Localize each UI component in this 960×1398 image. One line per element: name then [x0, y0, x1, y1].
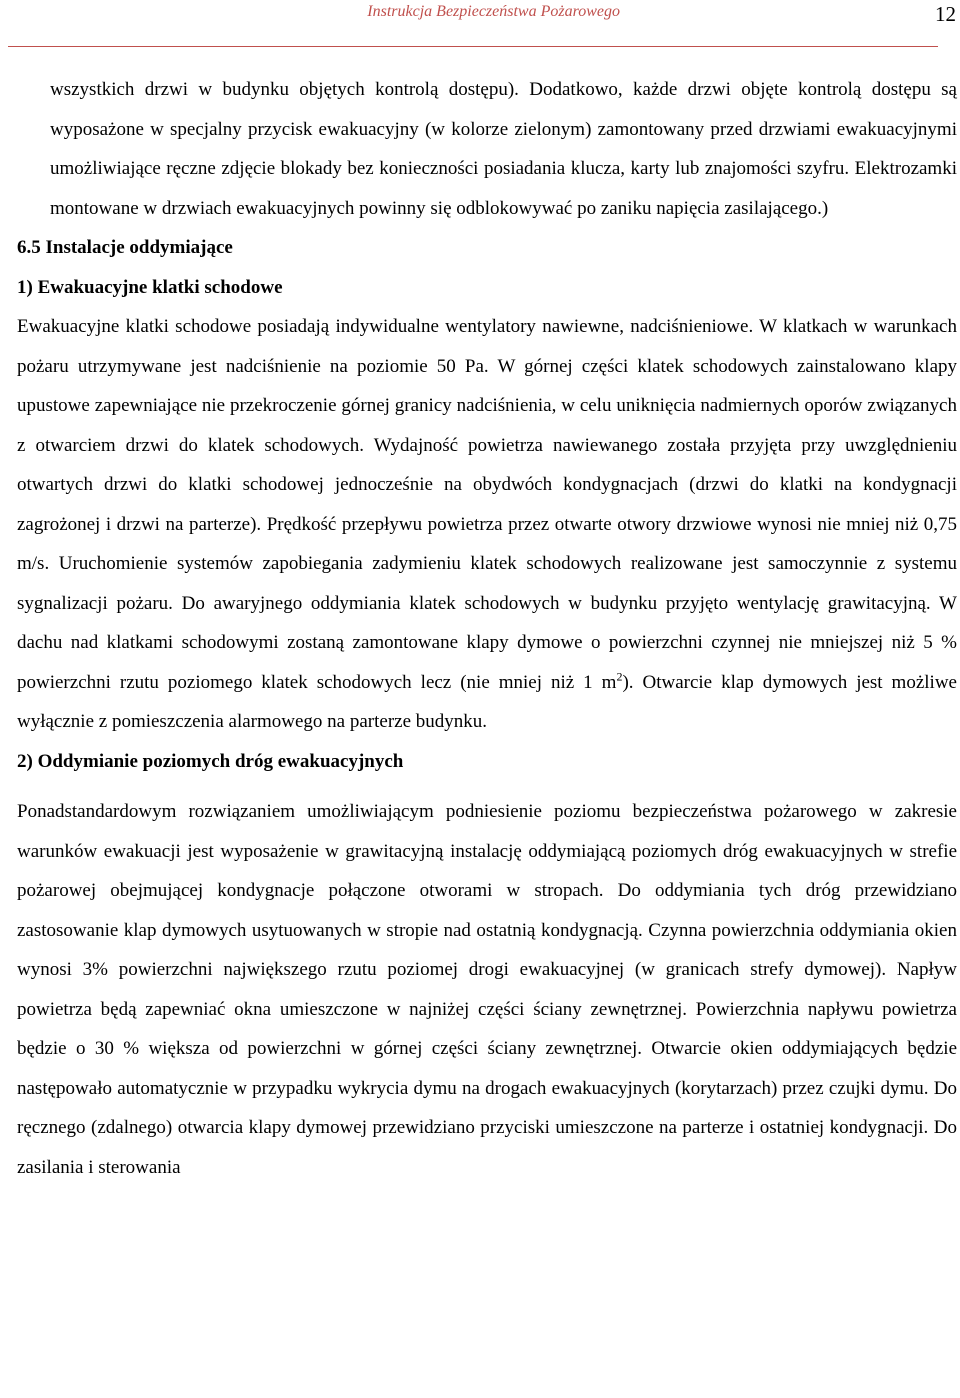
running-header [0, 0, 960, 46]
header-rule [8, 46, 938, 47]
stairwells-text-end: ). Otwarcie klap dymowych jest możliwe wyłącznie z pomieszczenia alarmowego na parterze budynku. [17, 671, 957, 732]
page-number: 12 [935, 2, 956, 26]
corridors-paragraph: Ponadstandardowym rozwiązaniem umożliwiającym podniesienie poziomu bezpieczeństwa pożarowego w zakresie warunków ewakuacji jest wyposażenie w grawitacyjną instalację oddymiającą poziomych dróg ewakuacyjnych w strefie pożarowej obejmującej kondygnacje połączone otworami w stropach. Do oddymiania tych dróg przewidziano zastosowanie klap dymowych usytuowanych w stropie nad ostatnią kondygnacją. Czynna powierzchnia oddymiania okien wynosi 3% powierzchni największego rzutu poziomej drogi ewakuacyjnej (w granicach strefy dymowej). Napływ powietrza będą zapewniać okna umieszczone w najniżej części ściany zewnętrznej. Powierzchnia napływu powietrza będzie o 30 % większa od powierzchni w górnej części ściany zewnętrznej. Otwarcie okien oddymiających będzie następowało automatycznie w przypadku wykrycia dymu na drogach ewakuacyjnych (korytarzach) przez czujki dymu. Do ręcznego (zdalnego) otwarcia klapy dymowej przewidziano przyciski umieszczone na parterze i ostatniej kondygnacji. Do zasilania i sterowania [17, 801, 957, 1178]
subsection-heading-corridors: 2) Oddymianie poziomych dróg ewakuacyjnych [17, 750, 404, 772]
running-title: Instrukcja Bezpieczeństwa Pożarowego [367, 3, 620, 20]
stairwells-paragraph [17, 307, 957, 742]
document-body [17, 70, 957, 1187]
superscript-2: 2 [616, 669, 623, 684]
section-heading: 6.5 Instalacje oddymiające [17, 237, 233, 258]
stairwells-text: Ewakuacyjne klatki schodowe posiadają indywidualne wentylatory nawiewne, nadciśnieniowe. W klatkach w warunkach pożaru utrzymywane jest nadciśnienie na poziomie 50 Pa. W górnej części klatek schodowych zainstalowano klapy upustowe zapewniające nie przekroczenie górnej granicy nadciśnienia, w celu uniknięcia nadmiernych oporów związanych z otwarciem drzwi do klatek schodowych. Wydajność powietrza nawiewanego została przyjęta przy uwzględnieniu otwartych drzwi do klatki schodowej jednocześnie na obydwóch kondygnacjach (drzwi do klatki na kondygnacji zagrożonej i drzwi na parterze). Prędkość przepływu powietrza przez otwarte otwory drzwiowe wynosi nie mniej niż 0,75 m/s. Uruchomienie systemów zapobiegania zadymieniu klatek schodowych realizowane jest samoczynnie z systemu sygnalizacji pożaru. Do awaryjnego oddymiania klatek schodowych w budynku przyjęto wentylację grawitacyjną. W dachu nad klatkami schodowymi zostaną zamontowane klapy dymowe o powierzchni czynnej nie mniejszej niż 5 % powierzchni rzutu poziomego klatek schodowych lecz (nie mniej niż 1 m [17, 316, 957, 693]
intro-paragraph: wszystkich drzwi w budynku objętych kontrolą dostępu). Dodatkowo, każde drzwi objęte kontrolą dostępu są wyposażone w specjalny przycisk ewakuacyjny (w kolorze zielonym) zamontowany przed drzwiami ewakuacyjnymi umożliwiające ręczne zdjęcie blokady bez konieczności posiadania klucza, karty lub znajomości szyfru. Elektrozamki montowane w drzwiach ewakuacyjnych powinny się odblokowywać po zaniku napięcia zasilającego.) [50, 79, 957, 219]
subsection-heading-stairwells: 1) Ewakuacyjne klatki schodowe [17, 276, 283, 298]
